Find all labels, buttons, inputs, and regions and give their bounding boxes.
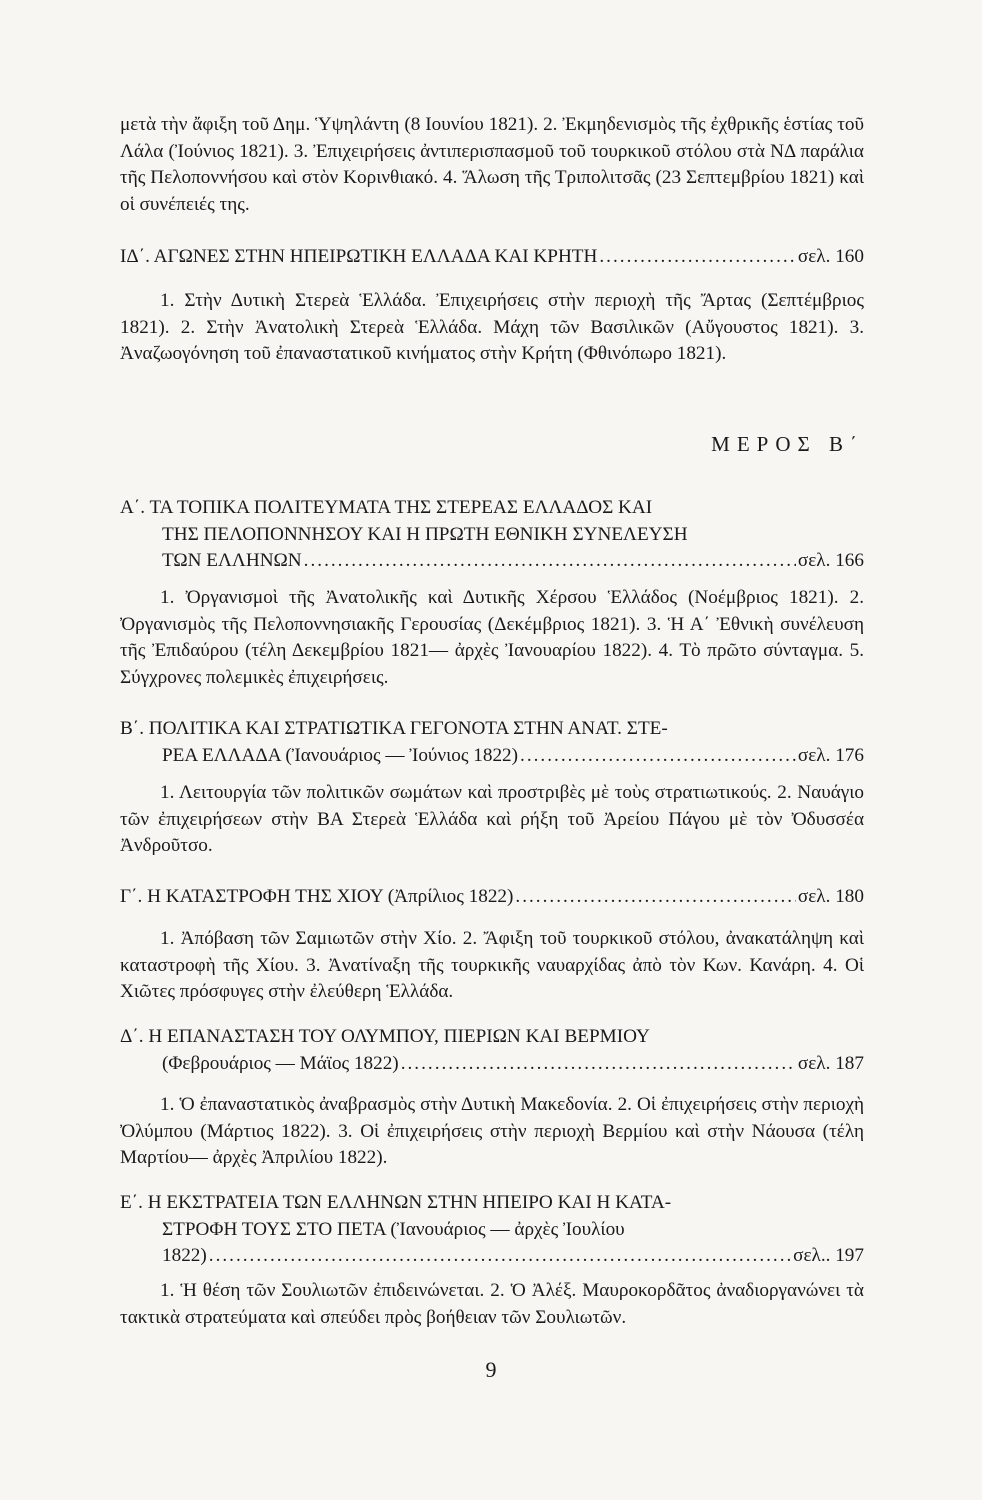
dot-leader xyxy=(515,884,796,911)
section-a xyxy=(120,495,864,575)
section-page-ref: σελ. 187 xyxy=(797,1052,864,1074)
part-heading: ΜΕΡΟΣ Β΄ xyxy=(711,432,864,456)
section-title: Γ΄. Η ΚΑΤΑΣΤΡΟΦΗ ΤΗΣ ΧΙΟΥ (Ἀπρίλιος 1822) xyxy=(120,886,514,907)
section-heading xyxy=(120,244,864,271)
section-page-ref: σελ. 166 xyxy=(797,550,864,571)
section-heading xyxy=(120,548,864,575)
dot-leader xyxy=(401,1051,796,1078)
section-heading xyxy=(120,1243,864,1270)
dot-leader xyxy=(599,244,796,271)
section-title-line: Β΄. ΠΟΛΙΤΙΚΑ ΚΑΙ ΣΤΡΑΤΙΩΤΙΚΑ ΓΕΓΟΝΟΤΑ ΣΤΗΝ ΑΝΑΤ. ΣΤΕ- xyxy=(120,718,668,739)
section-title-line: ΤΩΝ ΕΛΛΗΝΩΝ xyxy=(162,550,302,571)
section-heading xyxy=(120,884,864,911)
dot-leader xyxy=(209,1243,791,1270)
section-page-ref: σελ. 176 xyxy=(797,744,864,766)
dot-leader xyxy=(520,743,796,770)
section-title-line: Ε΄. Η ΕΚΣΤΡΑΤΕΙΑ ΤΩΝ ΕΛΛΗΝΩΝ ΣΤΗΝ ΗΠΕΙΡΟ ΚΑΙ Η ΚΑΤΑ- xyxy=(120,1192,672,1213)
section-title-line: Δ΄. Η ΕΠΑΝΑΣΤΑΣΗ ΤΟΥ ΟΛΥΜΠΟΥ, ΠΙΕΡΙΩΝ ΚΑΙ ΒΕΡΜΙΟΥ xyxy=(120,1026,650,1047)
section-page-ref: σελ. 180 xyxy=(797,886,864,907)
section-title-line: ΤΗΣ ΠΕΛΟΠΟΝΝΗΣΟΥ ΚΑΙ Η ΠΡΩΤΗ ΕΘΝΙΚΗ ΣΥΝΕΛΕΥΣΗ xyxy=(162,523,688,545)
section-items: 1. Στὴν Δυτικὴ Στερεὰ Ἑλλάδα. Ἐπιχειρήσεις στὴν περιοχὴ τῆς Ἄρτας (Σεπτέμβριος 1821). 2. Στὴν Ἀνατολικὴ Στερεὰ Ἑλλάδα. Μάχη τῶν Βασιλικῶν (Αὔγουστος 1821). 3. Ἀναζωογόνηση τοῦ ἐπαναστατικοῦ κινήματος στὴν Κρήτη (Φθινόπωρο 1821). xyxy=(120,290,864,364)
section-heading xyxy=(120,1051,864,1078)
section-b xyxy=(120,716,864,769)
section-title-line: ΡΕΑ ΕΛΛΑΔΑ (Ἰανουάριος — Ἰούνιος 1822) xyxy=(162,744,519,766)
section-items: 1. Ἀπόβαση τῶν Σαμιωτῶν στὴν Χίο. 2. Ἄφιξη τοῦ τουρκικοῦ στόλου, ἀνακατάληψη καὶ καταστροφὴ τῆς Χίου. 3. Ἀνατίναξη τῆς τουρκικῆς ναυαρχίδας ἀπὸ τὸν Κων. Κανάρη. 4. Οἱ Χιῶτες πρόσφυγες στὴν ἐλεύθερη Ἑλλάδα. xyxy=(120,928,864,1002)
section-heading xyxy=(120,743,864,770)
section-items: 1. Λειτουργία τῶν πολιτικῶν σωμάτων καὶ προστριβὲς μὲ τοὺς στρατιωτικούς. 2. Ναυάγιο τῶν ἐπιχειρήσεων στὴν ΒΑ Στερεὰ Ἑλλάδα καὶ ρήξη τοῦ Ἀρείου Πάγου μὲ τὸν Ὀδυσσέα Ἀνδροῦτσο. xyxy=(120,782,864,856)
section-title-line: Α΄. ΤΑ ΤΟΠΙΚΑ ΠΟΛΙΤΕΥΜΑΤΑ ΤΗΣ ΣΤΕΡΕΑΣ ΕΛΛΑΔΟΣ ΚΑΙ xyxy=(120,497,653,518)
section-title-line: ΣΤΡΟΦΗ ΤΟΥΣ ΣΤΟ ΠΕΤΑ (Ἰανουάριος — ἀρχὲς Ἰουλίου xyxy=(162,1218,625,1240)
section-page-ref: σελ.. 197 xyxy=(793,1245,864,1266)
section-title-line: (Φεβρουάριος — Μάϊος 1822) xyxy=(162,1052,399,1074)
section-title-line: 1822) xyxy=(162,1245,207,1266)
intro-paragraph: μετὰ τὴν ἄφιξη τοῦ Δημ. Ὑψηλάντη (8 Ιουνίου 1821). 2. Ἐκμηδενισμὸς τῆς ἐχθρικῆς ἑστίας τοῦ Λάλα (Ἰούνιος 1821). 3. Ἐπιχειρήσεις ἀντιπερισπασμοῦ τοῦ τουρκικοῦ στόλου στὰ ΝΔ παράλια τῆς Πελοποννήσου καὶ στὸν Κορινθιακό. 4. Ἅλωση τῆς Τριπολιτσᾶς (23 Σεπτεμβρίου 1821) καὶ οἱ συνέπειές της. xyxy=(120,114,864,215)
section-id xyxy=(120,244,864,271)
dot-leader xyxy=(304,548,796,575)
section-items: 1. Ἡ θέση τῶν Σουλιωτῶν ἐπιδεινώνεται. 2. Ὁ Ἀλέξ. Μαυροκορδᾶτος ἀναδιοργανώνει τὰ τακτικὰ στρατεύματα καὶ σπεύδει πρὸς βοήθειαν τῶν Σουλιωτῶν. xyxy=(120,1280,864,1328)
page-number: 9 xyxy=(485,1357,497,1382)
section-e xyxy=(120,1190,864,1270)
section-items: 1. Ὁ ἐπαναστατικὸς ἀναβρασμὸς στὴν Δυτικὴ Μακεδονία. 2. Οἱ ἐπιχειρήσεις στὴν περιοχὴ Ὀλύμπου (Μάρτιος 1822). 3. Οἱ ἐπιχειρήσεις στὴν περιοχὴ Βερμίου καὶ στὴν Νάουσα (τέλη Μαρτίου— ἀρχὲς Ἀπριλίου 1822). xyxy=(120,1094,864,1168)
section-title: ΙΔ΄. ΑΓΩΝΕΣ ΣΤΗΝ ΗΠΕΙΡΩΤΙΚΗ ΕΛΛΑΔΑ ΚΑΙ ΚΡΗΤΗ xyxy=(120,246,598,267)
section-page-ref: σελ. 160 xyxy=(797,246,864,267)
section-items: 1. Ὀργανισμοὶ τῆς Ἀνατολικῆς καὶ Δυτικῆς Χέρσου Ἑλλάδος (Νοέμβριος 1821). 2. Ὀργανισμὸς τῆς Πελοποννησιακῆς Γερουσίας (Δεκέμβριος 1821). 3. Ἡ Α΄ Ἐθνικὴ συνέλευση τῆς Ἐπιδαύρου (τέλη Δεκεμβρίου 1821— ἀρχὲς Ἰανουαρίου 1822). 4. Τὸ πρῶτο σύνταγμα. 5. Σύγχρονες πολεμικὲς ἐπιχειρήσεις. xyxy=(120,587,864,688)
section-g xyxy=(120,884,864,911)
section-d xyxy=(120,1024,864,1077)
